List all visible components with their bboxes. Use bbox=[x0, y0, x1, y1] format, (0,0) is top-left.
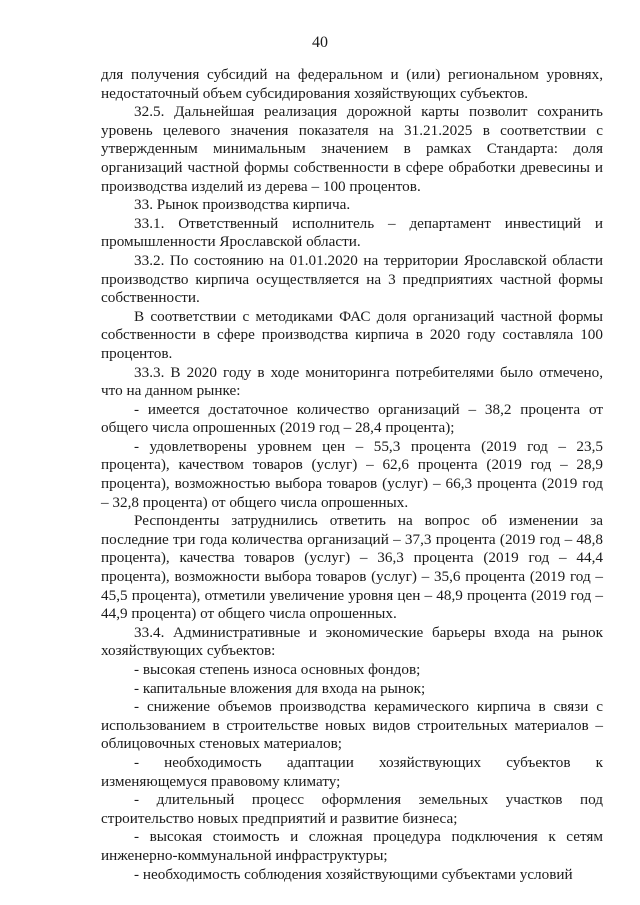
paragraph: 33.2. По состоянию на 01.01.2020 на территории Ярославской области производство кирпича осуществляется на 3 предприятиях частной формы собственности. bbox=[101, 251, 603, 307]
paragraph: - удовлетворены уровнем цен – 55,3 процента (2019 год – 23,5 процента), качеством товаров (услуг) – 62,6 процента (2019 год – 28,9 процента), возможностью выбора товаров (услуг) – 66,3 процента (2019 год – 32,8 процента) от общего числа опрошенных. bbox=[101, 437, 603, 511]
paragraph: - длительный процесс оформления земельных участков под строительство новых предприятий и развитие бизнеса; bbox=[101, 791, 603, 827]
paragraph: - имеется достаточное количество организаций – 38,2 процента от общего числа опрошенных (2019 год – 28,4 процента); bbox=[101, 400, 603, 437]
paragraph: - высокая стоимость и сложная процедура подключения к сетям инженерно-коммунальной инфраструктуры; bbox=[101, 828, 603, 864]
paragraph: 32.5. Дальнейшая реализация дорожной карты позволит сохранить уровень целевого значения показателя на 31.21.2025 в соответствии с утвержденным минимальным значением в рамках Стандарта: доля организаций частной формы собственности в сфере обработки древесины и производства изделий из дерева – 100 процентов. bbox=[101, 103, 603, 195]
paragraph: - снижение объемов производства керамического кирпича в связи с использованием в строительстве новых видов строительных материалов – облицовочных стеновых материалов; bbox=[101, 698, 603, 753]
paragraph: - необходимость адаптации хозяйствующих субъектов к изменяющемуся правовому климату; bbox=[101, 753, 603, 790]
document-body bbox=[101, 66, 603, 884]
paragraph: В соответствии с методиками ФАС доля организаций частной формы собственности в сфере производства кирпича в 2020 году составляла 100 процентов. bbox=[101, 307, 603, 362]
paragraph: - высокая степень износа основных фондов; bbox=[134, 661, 421, 678]
paragraph: 33. Рынок производства кирпича. bbox=[134, 196, 351, 214]
paragraph: Респонденты затруднились ответить на вопрос об изменении за последние три года количества организаций – 37,3 процента (2019 год – 48,8 процента), качества товаров (услуг) – 36,3 процента (2019 год – 44,4 процента), возможности выбора товаров (услуг) – 35,6 процента (2019 год – 45,5 процента), отметили увеличение уровня цен – 48,9 процента (2019 год – 44,9 процента) от общего числа опрошенных. bbox=[101, 512, 603, 623]
paragraph: 33.1. Ответственный исполнитель – департамент инвестиций и промышленности Ярославской области. bbox=[101, 214, 603, 251]
paragraph: 33.3. В 2020 году в ходе мониторинга потребителями было отмечено, что на данном рынке: bbox=[101, 363, 603, 400]
paragraph: - необходимость соблюдения хозяйствующими субъектами условий bbox=[134, 865, 573, 883]
paragraph: 33.4. Административные и экономические барьеры входа на рынок хозяйствующих субъектов: bbox=[101, 623, 603, 660]
page-number: 40 bbox=[312, 34, 328, 51]
paragraph: - капитальные вложения для входа на рынок; bbox=[134, 679, 426, 697]
paragraph: для получения субсидий на федеральном и (или) региональном уровнях, недостаточный объем субсидирования хозяйствующих субъектов. bbox=[101, 66, 603, 102]
